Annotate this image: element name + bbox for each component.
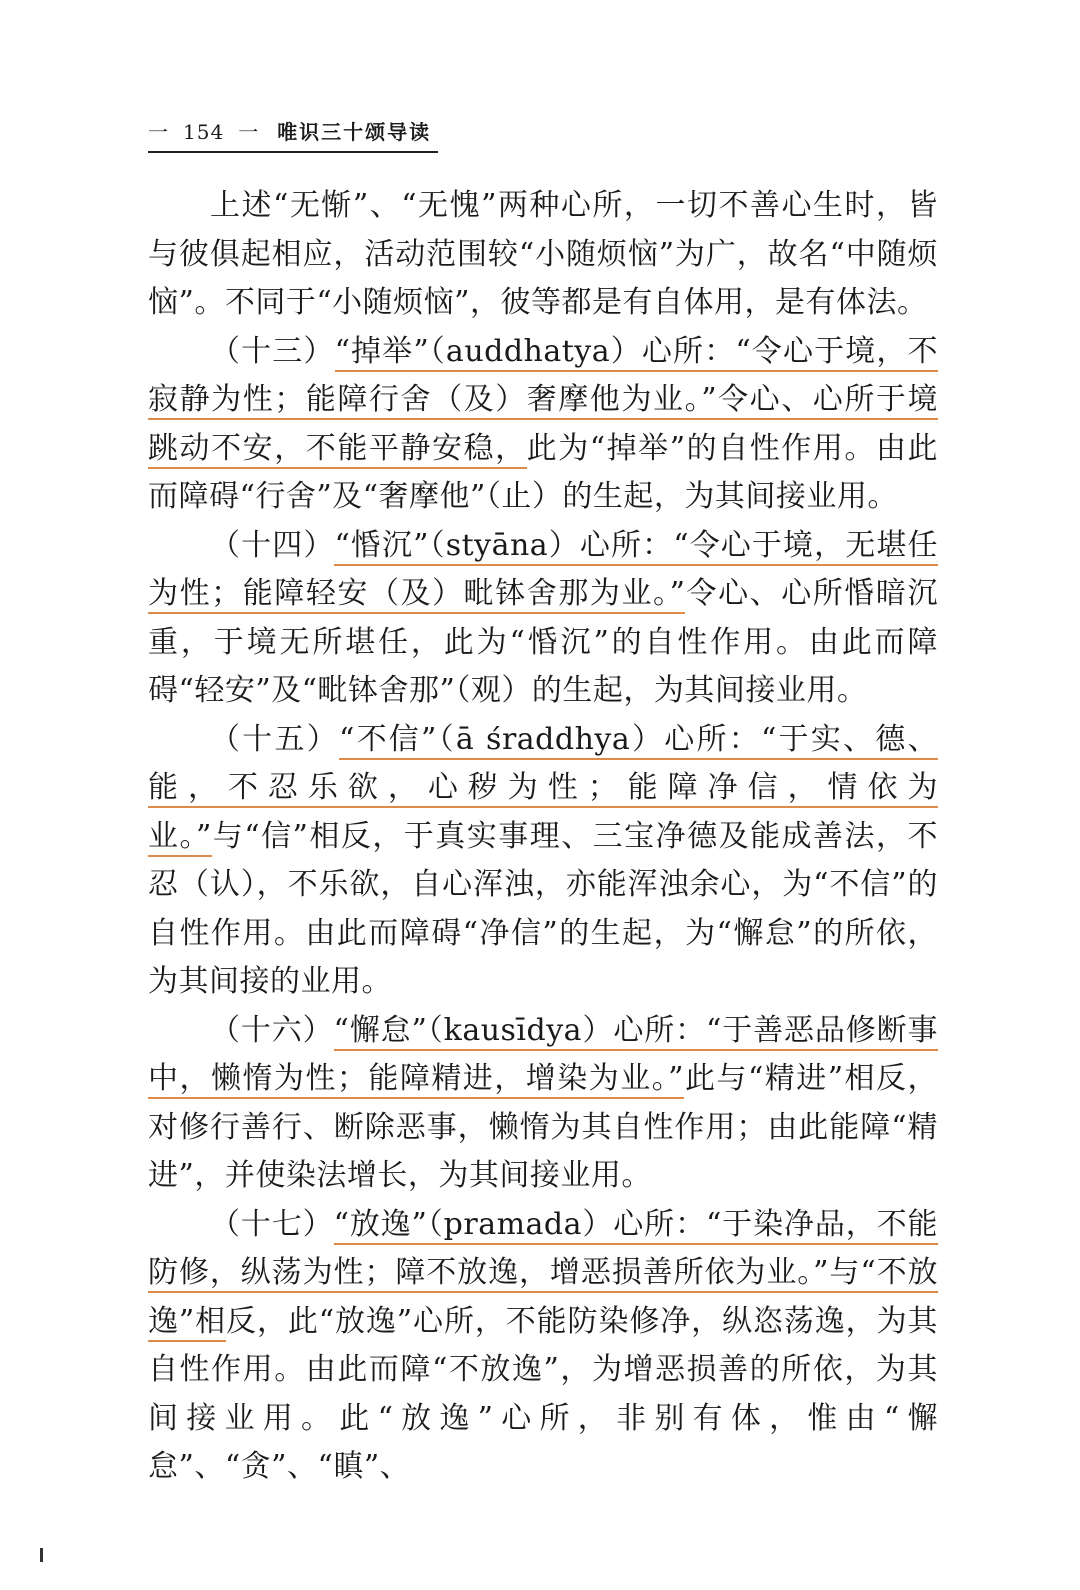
paragraph-explanation: 此为“掉举”的自性作用。由此而障碍“行舍”及“奢摩他”（止）的生起，为其间接业用。	[148, 430, 938, 514]
underlined-definition: “掉举”（auddhatya）心所：“令心于境，不寂静为性；能障行舍（及）奢摩他为业。”令心、心所于境跳动不安，不能平静安稳，	[148, 334, 938, 469]
paragraph-lead: （十七）	[210, 1206, 334, 1242]
paragraph-lead: （十四）	[210, 527, 335, 563]
underlined-definition: “惛沉”（styāna）心所：“令心于境，无堪任为性；能障轻安（及）毗钵舍那为业。”	[148, 528, 938, 615]
paragraph-15-unbelief	[148, 716, 938, 1007]
paragraph-text: 上述“无惭”、“无愧”两种心所，一切不善心生时，皆与彼俱起相应，活动范围较“小随烦恼”为广，故名“中随烦恼”。不同于“小随烦恼”，彼等都是有自体用，是有体法。	[148, 188, 938, 320]
paragraph-lead: （十五）	[210, 721, 339, 757]
header-dash-right: 一	[238, 120, 260, 144]
header-dash-left: 一	[148, 120, 169, 144]
paragraph-explanation: 反，此“放逸”心所，不能防染修净，纵恣荡逸，为其自性作用。由此而障“不放逸”，为增恶损善的所依，为其间接业用。此“放逸”心所，非别有体，惟由“懈怠”、“贪”、“瞋”、	[148, 1303, 938, 1484]
paragraph-intro	[148, 182, 938, 328]
paragraph-explanation: 令心、心所惛暗沉重，于境无所堪任，此为“惛沉”的自性作用。由此而障碍“轻安”及“毗钵舍那”（观）的生起，为其间接业用。	[148, 576, 938, 708]
paragraph-14-torpor	[148, 522, 938, 716]
paragraph-16-laziness	[148, 1007, 938, 1201]
paragraph-lead: （十六）	[210, 1012, 334, 1048]
paragraph-lead: （十三）	[210, 333, 335, 369]
underlined-definition: “懈怠”（kausīdya）心所：“于善恶品修断事中，懒惰为性；能障精进，增染为业。”	[148, 1013, 938, 1100]
body-text	[148, 182, 938, 1492]
underlined-definition: “放逸”（pramada）心所：“于染净品，不能防修，纵荡为性；障不放逸，增恶损善所依为业。”与“不放逸”相	[148, 1207, 938, 1342]
paragraph-explanation: 与“信”相反，于真实事理、三宝净德及能成善法，不忍（认），不乐欲，自心浑浊，亦能浑浊余心，为“不信”的自性作用。由此而障碍“净信”的生起，为“懈怠”的所依，为其间接的业用。	[148, 818, 938, 999]
underlined-definition: “不信”（ā śraddhya）心所：“于实、德、能，不忍乐欲，心秽为性；能障净信，情依为业。”	[148, 722, 938, 857]
page-header	[148, 116, 438, 153]
scan-mark	[40, 1548, 43, 1562]
paragraph-13-restlessness	[148, 328, 938, 522]
book-title: 唯识三十颂导读	[277, 120, 432, 144]
paragraph-explanation: 此与“精进”相反，对修行善行、断除恶事，懒惰为其自性作用；由此能障“精进”，并使染法增长，为其间接业用。	[148, 1061, 938, 1193]
page-number: 154	[183, 120, 225, 144]
paragraph-17-heedlessness	[148, 1201, 938, 1492]
